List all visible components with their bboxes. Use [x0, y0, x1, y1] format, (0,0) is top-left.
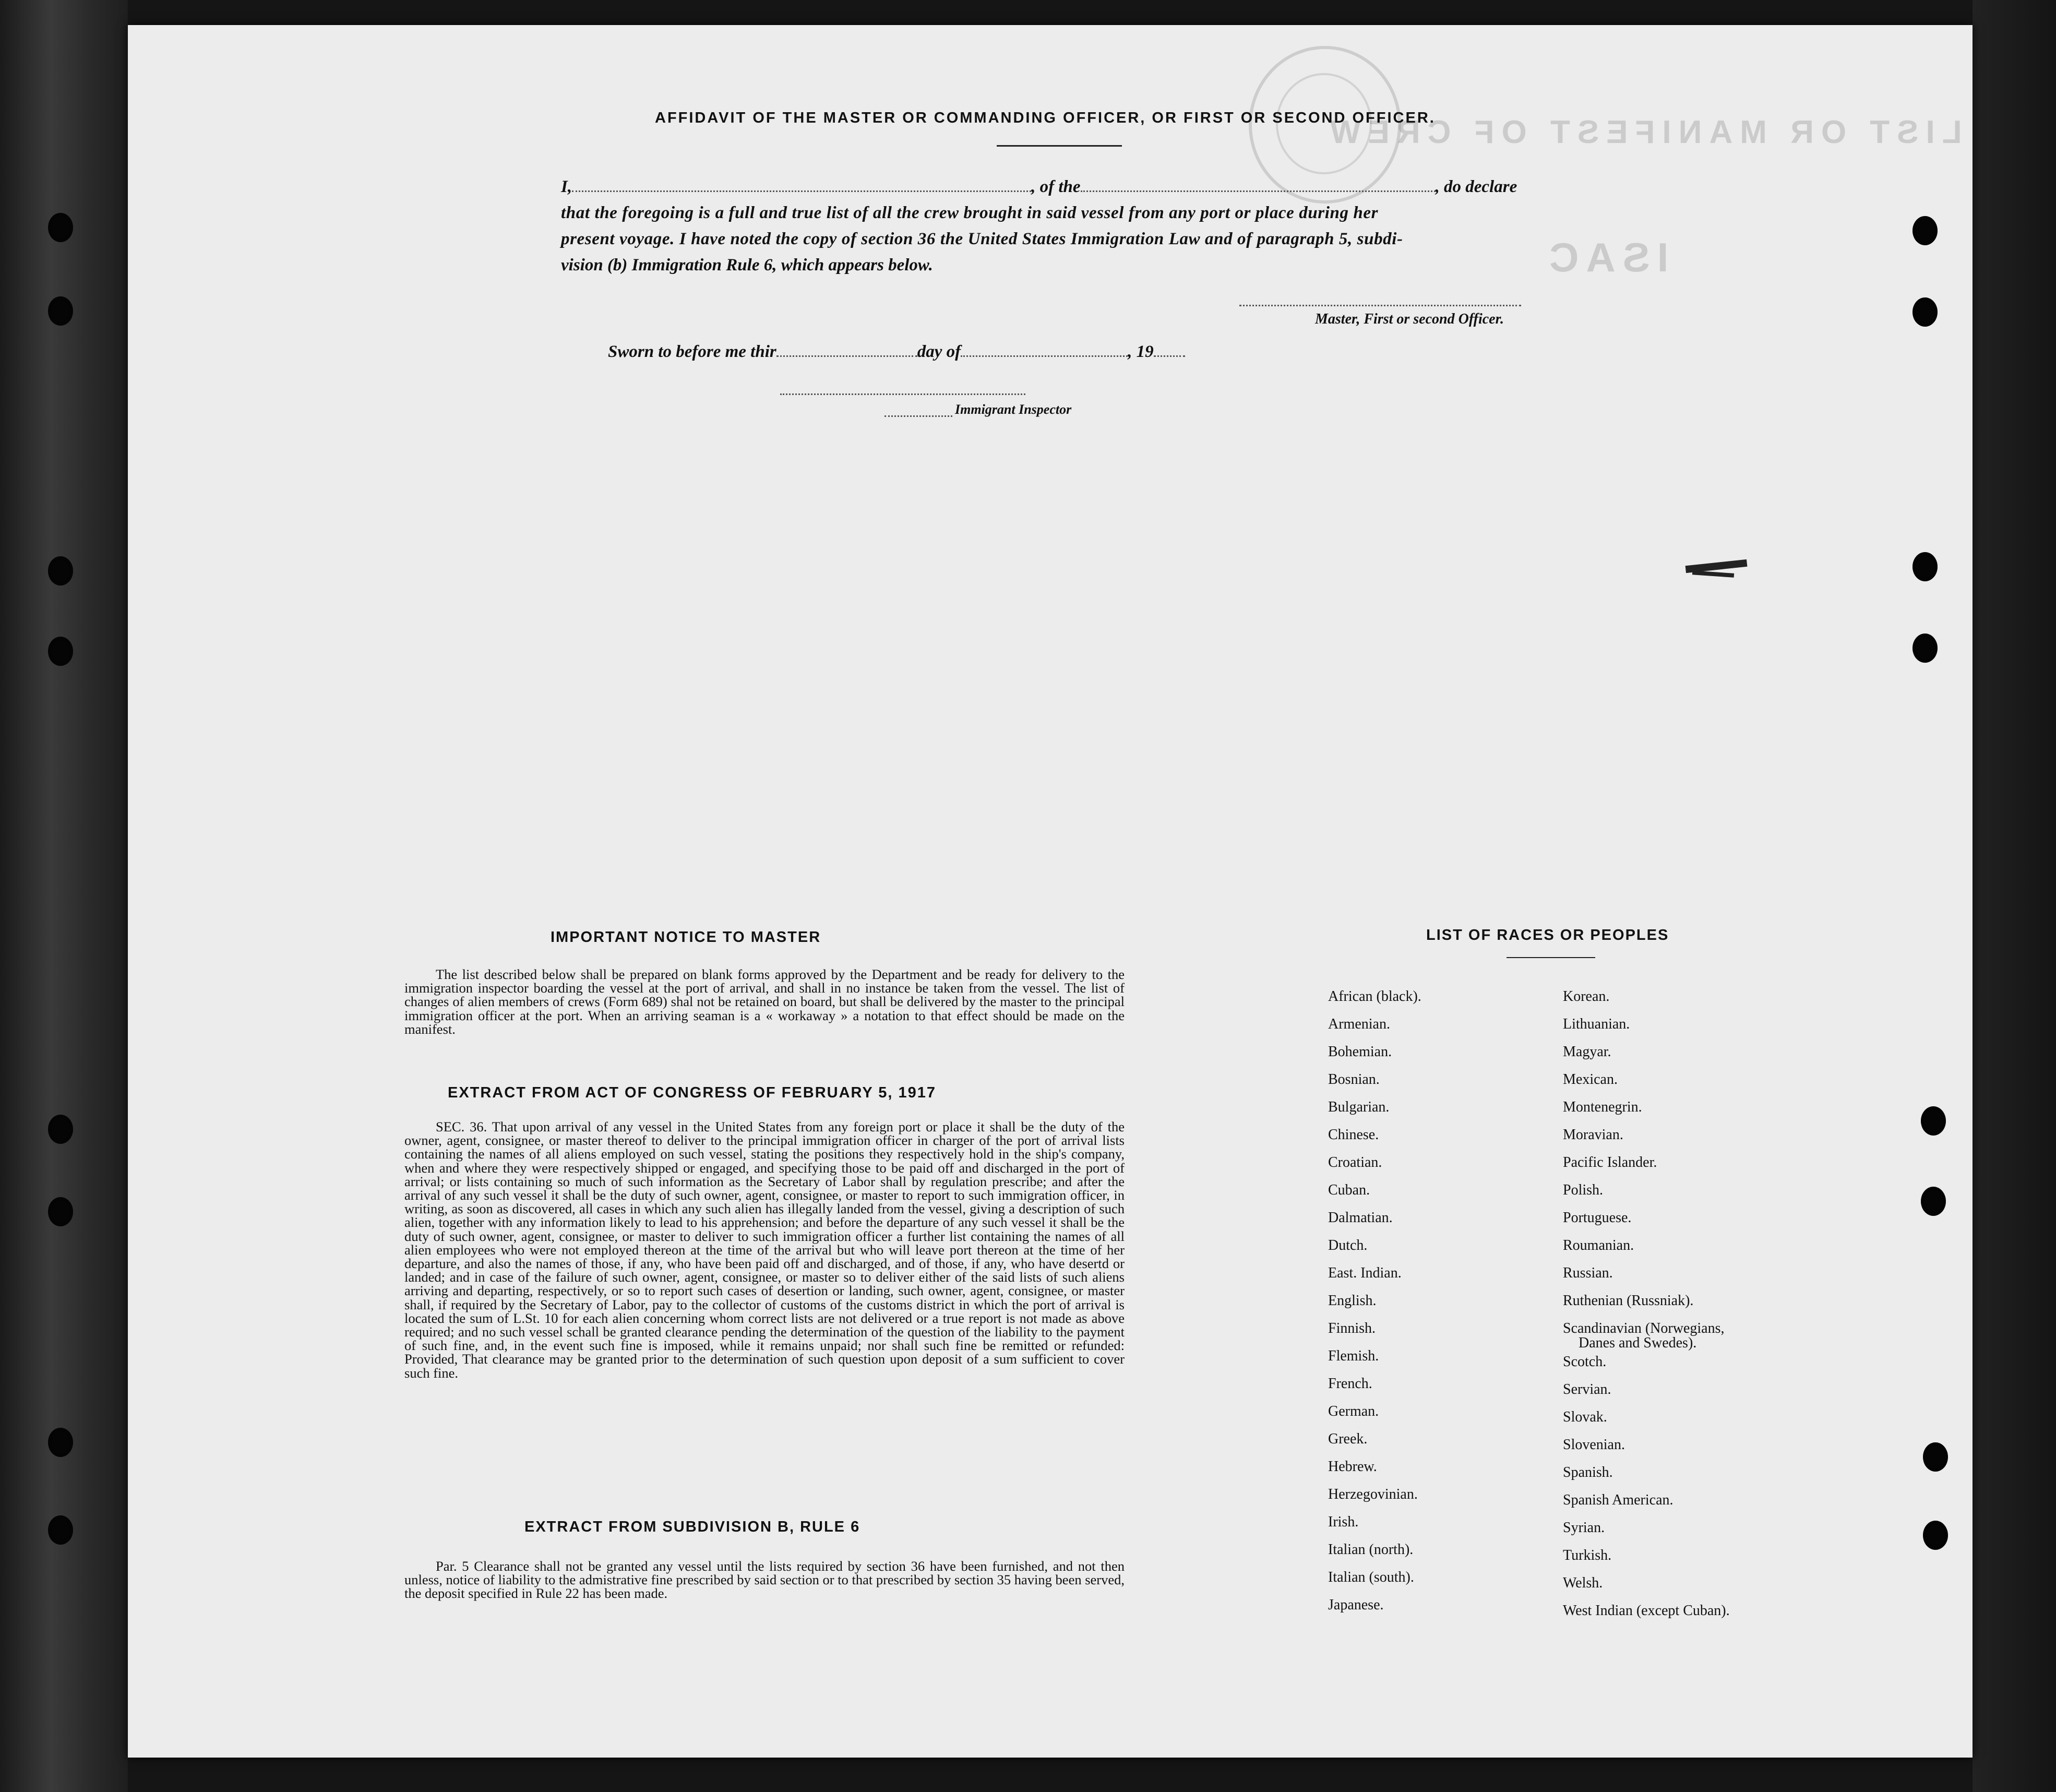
race-item: English.	[1328, 1293, 1377, 1309]
inspector-name-blank	[884, 412, 952, 417]
race-item: Turkish.	[1563, 1547, 1612, 1563]
binding-hole	[48, 1515, 73, 1545]
inspector-signature-blank	[780, 390, 1025, 395]
binding-hole	[1921, 1187, 1946, 1216]
races-title-rule	[1507, 957, 1595, 958]
race-item: Roumanian.	[1563, 1237, 1634, 1253]
binding-hole	[48, 1428, 73, 1457]
races-title: LIST OF RACES OR PEOPLES	[1426, 927, 1669, 943]
race-item: Syrian.	[1563, 1520, 1605, 1536]
race-item: Irish.	[1328, 1514, 1359, 1530]
race-item: Dalmatian.	[1328, 1210, 1393, 1226]
race-item: Spanish.	[1563, 1464, 1613, 1480]
binding-hole	[48, 1197, 73, 1226]
notice-title: IMPORTANT NOTICE TO MASTER	[551, 929, 821, 946]
affidavit-declare: , do declare	[1435, 177, 1517, 196]
name-blank	[572, 187, 1031, 192]
race-item: West Indian (except Cuban).	[1563, 1603, 1730, 1619]
extract-act-title: EXTRACT FROM ACT OF CONGRESS OF FEBRUARY 5, 1917	[448, 1084, 937, 1101]
race-item: Herzegovinian.	[1328, 1486, 1418, 1502]
race-item: Ruthenian (Russniak).	[1563, 1293, 1694, 1309]
ink-speck	[1692, 570, 1734, 578]
race-item: Armenian.	[1328, 1016, 1390, 1032]
race-item: Italian (north).	[1328, 1542, 1414, 1558]
affidavit-line2: that the foregoing is a full and true list of all the crew brought in said vessel from any port or place during her	[561, 204, 1379, 222]
race-item: German.	[1328, 1403, 1379, 1419]
vessel-blank	[1081, 187, 1436, 192]
affidavit-line4: vision (b) Immigration Rule 6, which appears below.	[561, 256, 933, 274]
inspector-caption: Immigrant Inspector	[955, 402, 1072, 417]
race-item: Spanish American.	[1563, 1492, 1674, 1508]
race-item: Magyar.	[1563, 1044, 1611, 1060]
race-item: Montenegrin.	[1563, 1099, 1642, 1115]
race-item: Russian.	[1563, 1265, 1613, 1281]
race-item: Flemish.	[1328, 1348, 1379, 1364]
document-page	[128, 25, 1973, 1758]
race-item: Danes and Swedes).	[1579, 1335, 1697, 1351]
right-binding-strip	[1973, 0, 2056, 1792]
affidavit-line3: present voyage. I have noted the copy of section 36 the United States Immigration Law and of paragraph 5, subdi-	[561, 230, 1403, 248]
race-item: Pacific Islander.	[1563, 1154, 1657, 1170]
binding-hole	[48, 1115, 73, 1144]
binding-hole	[48, 556, 73, 586]
binding-hole	[48, 213, 73, 242]
race-item: Moravian.	[1563, 1127, 1623, 1143]
affidavit-i: I,	[561, 177, 572, 196]
race-item: Mexican.	[1563, 1071, 1618, 1088]
race-item: Japanese.	[1328, 1597, 1384, 1613]
binding-hole	[1912, 297, 1938, 327]
sworn-day-blank	[776, 352, 917, 357]
bleed-through-text: ISAC	[1542, 234, 1669, 280]
race-item: Chinese.	[1328, 1127, 1379, 1143]
race-item: French.	[1328, 1376, 1372, 1392]
race-item: Greek.	[1328, 1431, 1368, 1447]
race-item: East. Indian.	[1328, 1265, 1402, 1281]
signature-blank	[1239, 302, 1521, 306]
sworn-year-blank	[1154, 352, 1185, 357]
race-item: Finnish.	[1328, 1320, 1376, 1336]
race-item: Bohemian.	[1328, 1044, 1392, 1060]
affidavit-title: AFFIDAVIT OF THE MASTER OR COMMANDING OFFICER, OR FIRST OR SECOND OFFICER.	[655, 110, 1436, 126]
notice-body: The list described below shall be prepared on blank forms approved by the Department and be ready for delivery to the immigration inspector boarding the vessel at the port of arrival, and shall in no instance be taken from the vessel. The list of changes of alien members of crews (Form 689) shal not be retained on board, but shall be delivered by the master to the principal immigration officer at the port. When an arriving seaman is a « workaway » a notation to that effect should be made on the manifest.	[404, 966, 1125, 1037]
race-item: Portuguese.	[1563, 1210, 1632, 1226]
sworn-day-of: day of	[917, 342, 961, 361]
race-item: Scotch.	[1563, 1354, 1607, 1370]
binding-hole	[1912, 634, 1938, 663]
race-item: Croatian.	[1328, 1154, 1382, 1170]
sworn-year: , 19	[1128, 342, 1154, 361]
sworn-line	[608, 342, 1185, 362]
binding-hole	[1923, 1521, 1948, 1550]
race-item: Cuban.	[1328, 1182, 1370, 1198]
race-item: Korean.	[1563, 988, 1610, 1005]
signature-caption: Master, First or second Officer.	[1315, 311, 1504, 327]
sworn-prefix: Sworn to before me thir	[608, 342, 776, 361]
race-item: Bosnian.	[1328, 1071, 1380, 1088]
binding-hole	[48, 637, 73, 666]
race-item: Hebrew.	[1328, 1459, 1377, 1475]
race-item: African (black).	[1328, 988, 1421, 1005]
sworn-month-blank	[961, 352, 1128, 357]
race-item: Lithuanian.	[1563, 1016, 1630, 1032]
extract-rule-body: Par. 5 Clearance shall not be granted any vessel until the lists required by section 36 have been furnished, and not then unless, notice of liability to the admistrative fine prescribed by said section or to that prescribed by section 35 having been served, the deposit specified in Rule 22 has been made.	[404, 1558, 1125, 1602]
race-item: Servian.	[1563, 1381, 1611, 1397]
race-item: Bulgarian.	[1328, 1099, 1390, 1115]
race-item: Italian (south).	[1328, 1569, 1414, 1585]
extract-act-body: SEC. 36. That upon arrival of any vessel in the United States from any foreign port or place it shall be the duty of the owner, agent, consignee, or master thereof to deliver to the principal immigration officer in charger of the port of arrival lists containing the names of all aliens employed on such vessel, stating the positions they respectively hold in the ship's company, when and where they were respectively shipped or engaged, and specifying those to be paid off and discharged in the port of arrival; or lists containing so much of such information as the Secretary of Labor shall by regulation prescribe; and after the arrival of any such vessel it shall be the duty of such owner, agent, consignee, or master to report to such immigration officer, in writing, as soon as discovered, all cases in which any such alien has illegally landed from the vessel, giving a description of such alien, together with any information likely to lead to his apprehension; and before the departure of any such vessel it shall be the duty of such owner, agent, consignee, or master to deliver to such immigration officer a further list containing the names of all alien employees who were not employed thereon at the time of the arrival but who will leave port thereon at the time of her departure, and also the names of those, if any, who have been paid off and discharged, and of those, if any, who have desertd or landed; and in case of the failure of such owner, agent, consignee, or master so to deliver either of the said lists of such aliens arriving and departing, respectively, or so to report such cases of desertion or landing, such owner, agent, consignee, or master shall, if required by the Secretary of Labor, pay to the collector of customs of the customs district in which the port of arrival is located the sum of L.St. 10 for each alien concerning whom correct lists are not delivered or a true report is not made as above required; and no such vessel schall be granted clearance pending the determination of the question of the liability to the payment of such fine, and, in the event such fine is imposed, while it remains unpaid; nor shall such fine be remitted or refunded: Provided, That clearance may be granted prior to the determination of such question upon deposit of a sum sufficient to cover such fine.	[404, 1119, 1125, 1381]
bleed-through-text: LIST OR MANIFEST OF CREW	[1323, 114, 1962, 150]
race-item: Slovenian.	[1563, 1437, 1625, 1453]
binding-hole	[1912, 552, 1938, 581]
title-rule	[997, 145, 1122, 147]
binding-hole	[48, 296, 73, 326]
race-item: Polish.	[1563, 1182, 1604, 1198]
extract-rule-title: EXTRACT FROM SUBDIVISION B, RULE 6	[524, 1519, 860, 1535]
affidavit-line1	[561, 177, 1517, 197]
binding-hole	[1912, 216, 1938, 245]
race-item: Slovak.	[1563, 1409, 1607, 1425]
race-item: Dutch.	[1328, 1237, 1368, 1253]
affidavit-of-the: , of the	[1031, 177, 1081, 196]
race-item: Welsh.	[1563, 1575, 1603, 1591]
race-item: Scandinavian (Norwegians,	[1563, 1320, 1725, 1336]
binding-hole	[1921, 1106, 1946, 1136]
binding-hole	[1923, 1442, 1948, 1472]
